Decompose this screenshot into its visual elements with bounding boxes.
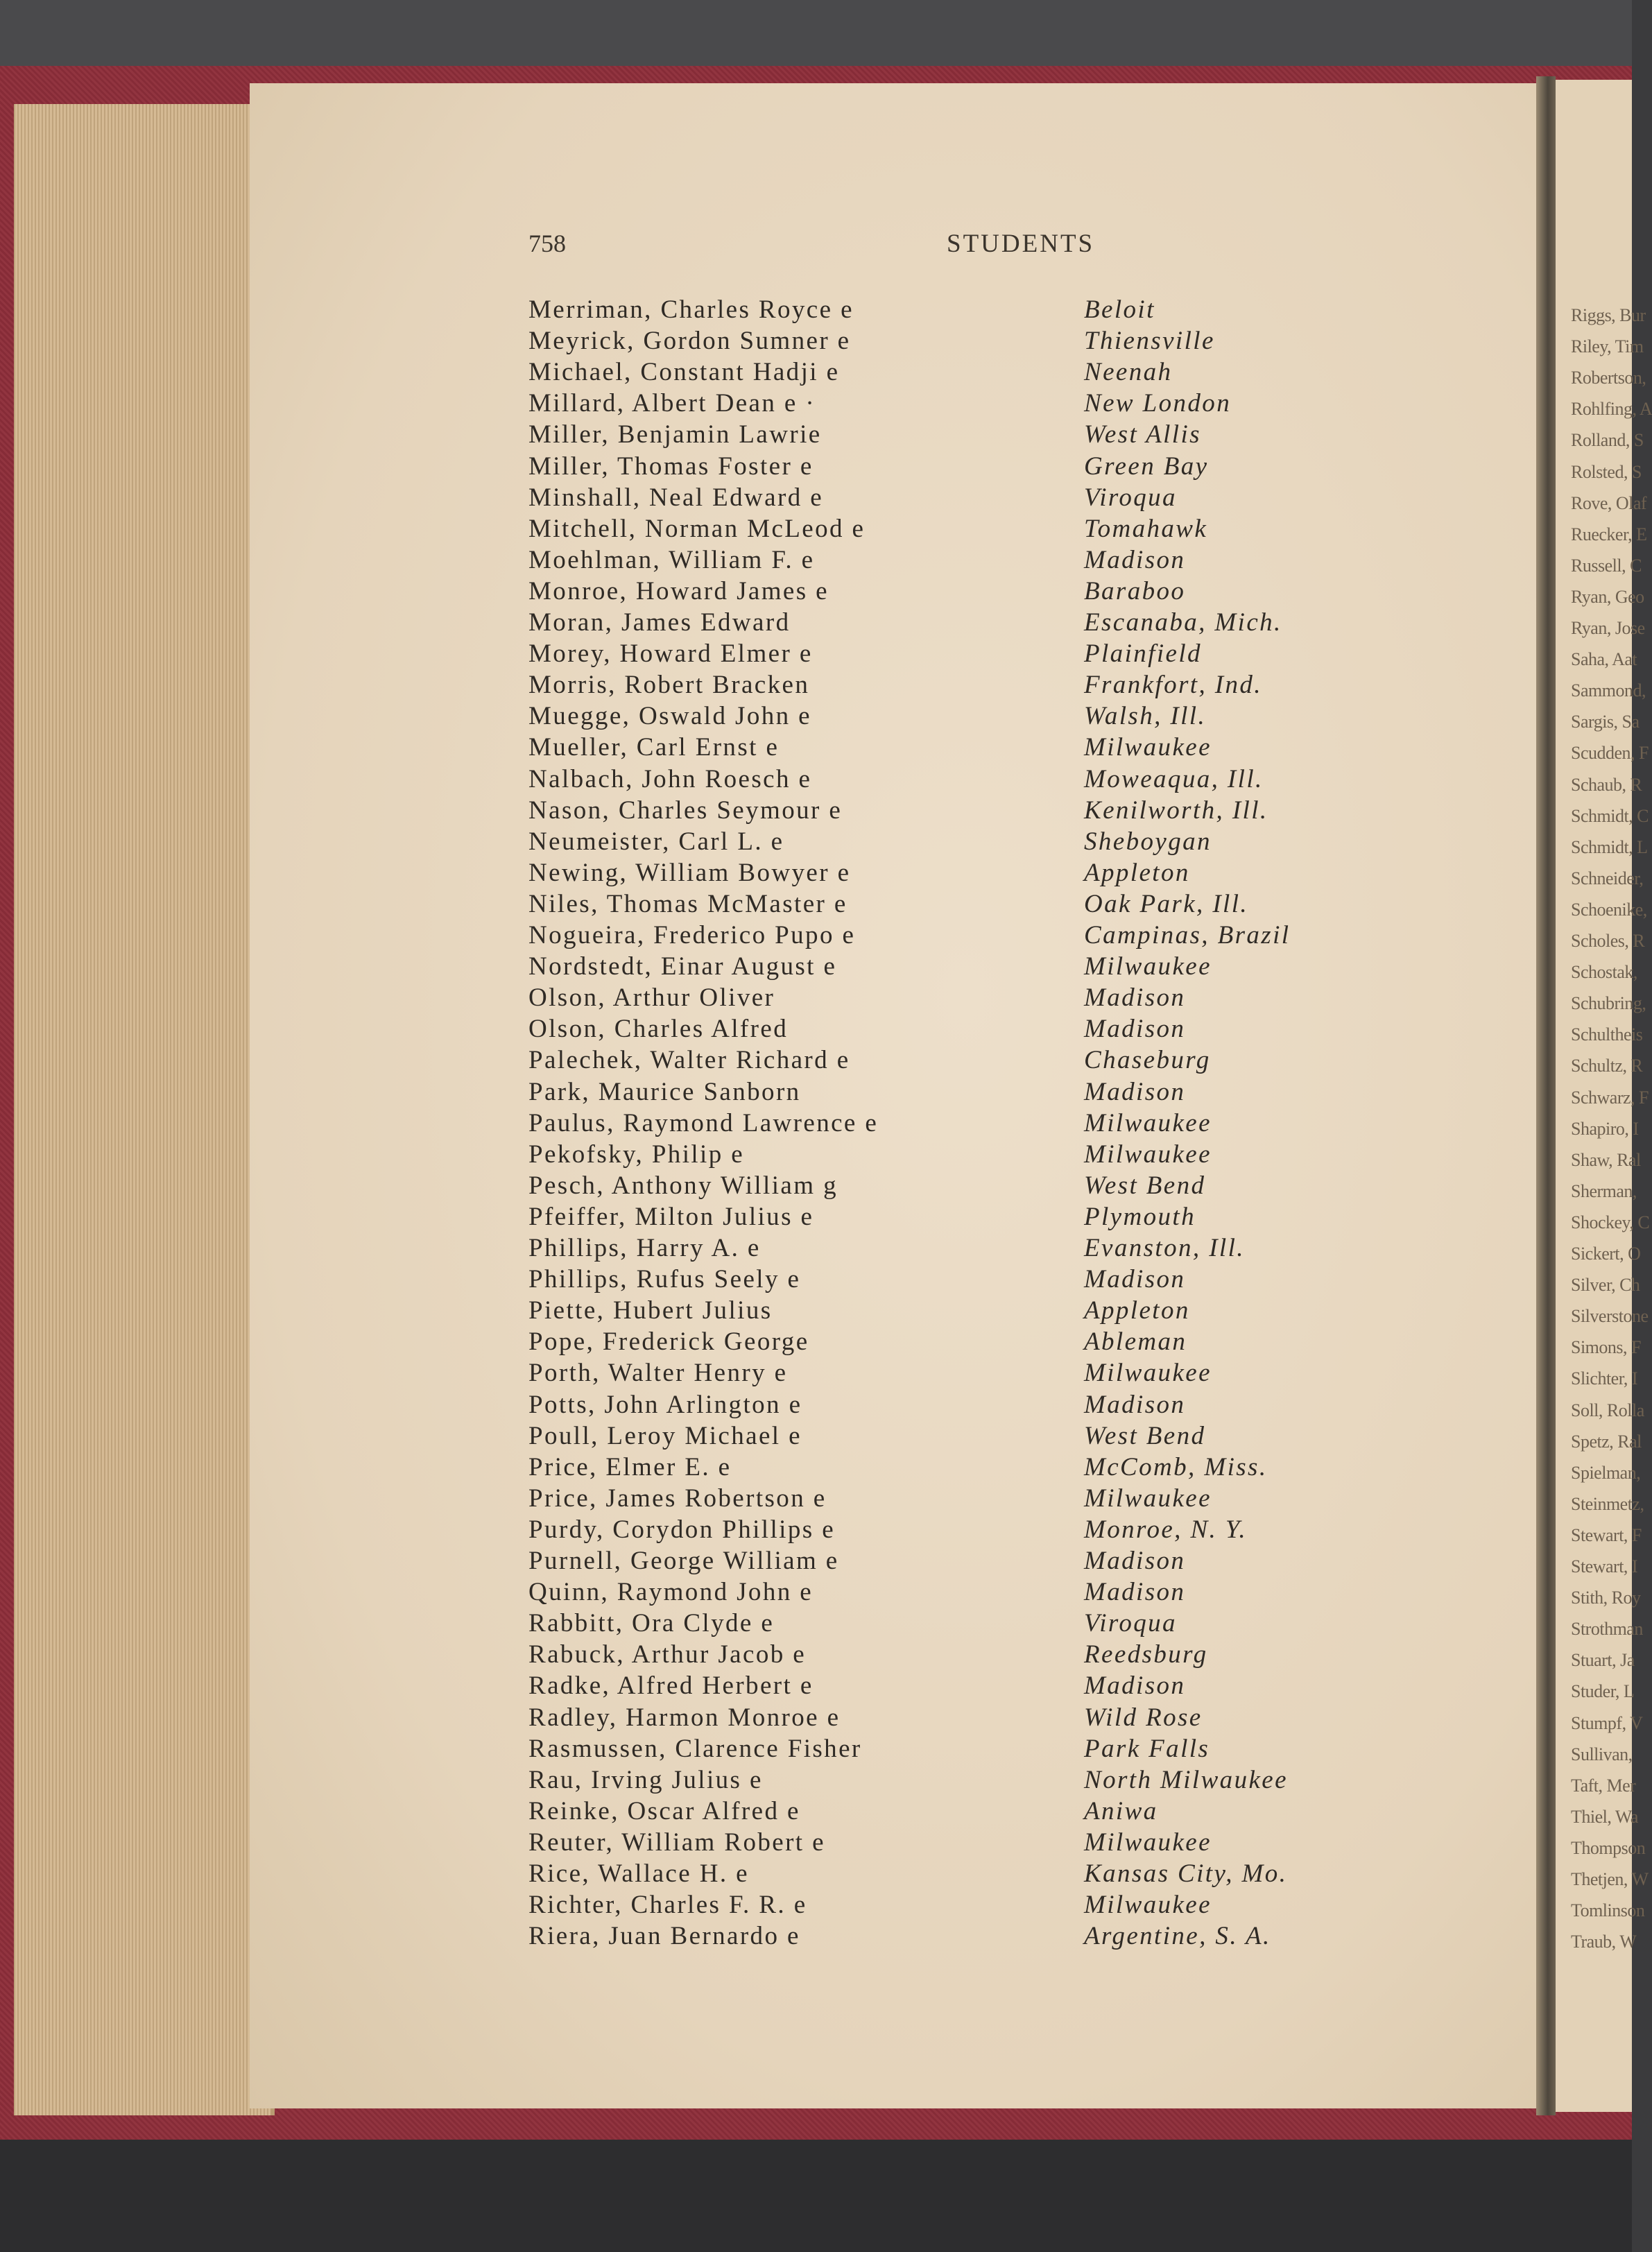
- student-entry: [0, 1140, 1632, 1171]
- student-entry: [0, 1640, 1632, 1671]
- student-entry: [0, 1327, 1632, 1358]
- student-entry: [0, 764, 1632, 796]
- student-hometown: Tomahawk: [1084, 514, 1208, 543]
- student-hometown: Oak Park, Ill.: [1084, 889, 1249, 918]
- student-hometown: Baraboo: [1084, 576, 1186, 605]
- facing-page-line: Sammond,: [1571, 680, 1646, 701]
- facing-page-line: Riggs, Bur: [1571, 305, 1646, 325]
- student-entry: [0, 1734, 1632, 1765]
- student-hometown: Walsh, Ill.: [1084, 702, 1207, 731]
- student-hometown: Milwaukee: [1084, 952, 1212, 981]
- student-name: Muegge, Oswald John e: [528, 702, 812, 731]
- facing-page-line: Traub, W: [1571, 1932, 1637, 1952]
- student-hometown: Wild Rose: [1084, 1703, 1203, 1732]
- facing-page-line: Schneider,: [1571, 868, 1644, 888]
- facing-page-line: Thompson: [1571, 1837, 1646, 1858]
- facing-page-line: Taft, Mer: [1571, 1775, 1636, 1796]
- student-hometown: Madison: [1084, 1015, 1186, 1044]
- facing-page-line: Stuart, Ja: [1571, 1650, 1635, 1671]
- student-name: Potts, John Arlington e: [528, 1390, 802, 1419]
- student-name: Monroe, Howard James e: [528, 576, 829, 605]
- student-hometown: Park Falls: [1084, 1734, 1210, 1763]
- student-entry: [0, 1264, 1632, 1296]
- facing-page-line: Rohlfing, A: [1571, 399, 1652, 420]
- student-entry: [0, 452, 1632, 483]
- student-name: Price, Elmer E. e: [528, 1452, 732, 1481]
- student-name: Paulus, Raymond Lawrence e: [528, 1108, 879, 1137]
- student-name: Meyrick, Gordon Sumner e: [528, 327, 851, 356]
- facing-page-line: Schoenike,: [1571, 899, 1647, 920]
- student-hometown: Milwaukee: [1084, 733, 1212, 762]
- student-entry: [0, 357, 1632, 388]
- student-hometown: Madison: [1084, 1671, 1186, 1701]
- student-hometown: Plymouth: [1084, 1202, 1196, 1231]
- student-entry: [0, 827, 1632, 858]
- student-name: Michael, Constant Hadji e: [528, 358, 840, 387]
- facing-page-line: Simons, F: [1571, 1337, 1641, 1358]
- facing-page-line: Spetz, Ral: [1571, 1431, 1642, 1452]
- student-entry: [0, 388, 1632, 420]
- student-entry: [0, 1484, 1632, 1515]
- facing-page-line: Stith, Roy: [1571, 1588, 1641, 1608]
- facing-page-line: Schultheis: [1571, 1024, 1643, 1045]
- facing-page-line: Ryan, Jose: [1571, 618, 1645, 638]
- student-name: Park, Maurice Sanborn: [528, 1077, 801, 1106]
- facing-page-line: Robertson,: [1571, 368, 1646, 388]
- student-hometown: Ableman: [1084, 1327, 1187, 1357]
- student-name: Rasmussen, Clarence Fisher: [528, 1734, 862, 1763]
- student-entry: [0, 1546, 1632, 1577]
- facing-page-line: Ryan, Geo: [1571, 586, 1644, 607]
- student-entry: [0, 1921, 1632, 1952]
- student-hometown: Reedsburg: [1084, 1640, 1208, 1669]
- student-name: Olson, Arthur Oliver: [528, 983, 775, 1013]
- facing-page-line: Ruecker, E: [1571, 524, 1647, 544]
- student-hometown: Milwaukee: [1084, 1140, 1212, 1169]
- student-entry: [0, 545, 1632, 576]
- facing-page-line: Scholes, R: [1571, 931, 1645, 951]
- student-name: Porth, Walter Henry e: [528, 1359, 788, 1388]
- facing-page-line: Rolsted, S: [1571, 461, 1642, 482]
- student-name: Mueller, Carl Ernst e: [528, 733, 780, 762]
- student-name: Miller, Thomas Foster e: [528, 452, 814, 481]
- student-name: Poull, Leroy Michael e: [528, 1421, 802, 1450]
- student-name: Merriman, Charles Royce e: [528, 295, 854, 324]
- student-name: Price, James Robertson e: [528, 1484, 827, 1513]
- facing-page-line: Silver, Ch: [1571, 1275, 1640, 1296]
- student-entry: [0, 1671, 1635, 1702]
- student-hometown: Evanston, Ill.: [1084, 1234, 1245, 1262]
- student-name: Reuter, William Robert e: [528, 1828, 825, 1857]
- facing-page-line: Riley, Tim: [1571, 336, 1644, 357]
- student-name: Rice, Wallace H. e: [528, 1859, 749, 1888]
- student-entry: [0, 1452, 1632, 1484]
- facing-page-line: Spielman,: [1571, 1462, 1641, 1483]
- facing-page-line: Stumpf, V: [1571, 1712, 1643, 1733]
- student-hometown: Madison: [1084, 1265, 1186, 1294]
- student-hometown: Madison: [1084, 1547, 1186, 1575]
- student-entry: [0, 1390, 1632, 1421]
- student-entry: [0, 1421, 1632, 1452]
- student-name: Purnell, George William e: [528, 1547, 839, 1575]
- student-hometown: Milwaukee: [1084, 1108, 1212, 1137]
- student-hometown: Appleton: [1084, 1296, 1190, 1325]
- student-entry: [0, 1233, 1632, 1264]
- facing-page-line: Schmidt, L: [1571, 836, 1648, 857]
- facing-page-line: Shockey, C: [1571, 1212, 1650, 1232]
- facing-page-line: Sargis, Sa: [1571, 712, 1640, 732]
- student-hometown: Green Bay: [1084, 452, 1209, 481]
- student-entry: [0, 483, 1632, 514]
- student-hometown: Chaseburg: [1084, 1046, 1211, 1075]
- student-hometown: Monroe, N. Y.: [1084, 1515, 1248, 1544]
- student-name: Pesch, Anthony William g: [528, 1171, 838, 1200]
- student-entry: [0, 889, 1632, 920]
- student-entry: [0, 1703, 1632, 1734]
- student-entry: [0, 514, 1632, 545]
- student-entry: [0, 920, 1632, 952]
- student-name: Piette, Hubert Julius: [528, 1296, 773, 1325]
- student-entry: [0, 732, 1632, 764]
- student-hometown: Plainfield: [1084, 639, 1202, 669]
- student-hometown: Argentine, S. A.: [1084, 1922, 1271, 1951]
- student-name: Palechek, Walter Richard e: [528, 1046, 850, 1075]
- student-name: Quinn, Raymond John e: [528, 1578, 814, 1607]
- student-hometown: Neenah: [1084, 358, 1173, 387]
- facing-page-line: Sullivan,: [1571, 1744, 1633, 1764]
- student-name: Neumeister, Carl L. e: [528, 827, 784, 856]
- student-name: Moehlman, William F. e: [528, 545, 815, 574]
- student-entry: [0, 1608, 1632, 1640]
- student-name: Niles, Thomas McMaster e: [528, 889, 847, 918]
- student-hometown: Moweaqua, Ill.: [1084, 764, 1264, 793]
- student-entry: [0, 952, 1632, 983]
- student-entry: [0, 983, 1632, 1014]
- facing-page-line: Rolland, S: [1571, 430, 1644, 451]
- student-hometown: McComb, Miss.: [1084, 1452, 1268, 1481]
- facing-page-line: Schultz, R: [1571, 1056, 1643, 1076]
- facing-page-line: Soll, Rolla: [1571, 1400, 1644, 1420]
- student-entry: [0, 796, 1632, 827]
- facing-page-line: Stewart, F: [1571, 1524, 1642, 1545]
- student-name: Pekofsky, Philip e: [528, 1140, 745, 1169]
- student-entry: [0, 639, 1632, 670]
- student-name: Radke, Alfred Herbert e: [528, 1671, 814, 1701]
- student-entry: [0, 1828, 1632, 1859]
- student-hometown: Viroqua: [1084, 1609, 1177, 1638]
- student-hometown: Milwaukee: [1084, 1484, 1212, 1513]
- student-hometown: Kansas City, Mo.: [1084, 1859, 1288, 1888]
- student-hometown: North Milwaukee: [1084, 1765, 1288, 1794]
- student-name: Olson, Charles Alfred: [528, 1015, 789, 1044]
- student-entry: [0, 1108, 1632, 1140]
- student-entry: [0, 670, 1632, 701]
- student-hometown: Madison: [1084, 1077, 1186, 1106]
- student-name: Radley, Harmon Monroe e: [528, 1703, 841, 1732]
- page-number: 758: [528, 230, 566, 257]
- facing-page-line: Schaub, R: [1571, 774, 1642, 795]
- facing-page-line: Studer, L: [1571, 1681, 1635, 1702]
- student-name: Morey, Howard Elmer e: [528, 639, 813, 669]
- facing-page-line: Schwarz, F: [1571, 1087, 1649, 1108]
- student-entry: [0, 576, 1632, 608]
- student-name: Moran, James Edward: [528, 608, 791, 637]
- facing-page-line: Silverstone: [1571, 1306, 1649, 1327]
- student-name: Nalbach, John Roesch e: [528, 764, 812, 793]
- student-entry: [0, 1796, 1632, 1828]
- student-entry: [0, 1296, 1632, 1327]
- facing-page-line: Rove, Olaf: [1571, 492, 1647, 513]
- scan-background-top: [0, 0, 1632, 76]
- student-entry: [0, 608, 1632, 639]
- student-name: Newing, William Bowyer e: [528, 858, 851, 887]
- student-name: Rabuck, Arthur Jacob e: [528, 1640, 807, 1669]
- student-hometown: Madison: [1084, 1390, 1186, 1419]
- student-name: Nordstedt, Einar August e: [528, 952, 837, 981]
- student-name: Mitchell, Norman McLeod e: [528, 514, 866, 543]
- student-entry: [0, 1077, 1632, 1108]
- student-name: Pfeiffer, Milton Julius e: [528, 1202, 814, 1231]
- student-entry: [0, 295, 1632, 326]
- student-name: Rabbitt, Ora Clyde e: [528, 1609, 775, 1638]
- student-hometown: Frankfort, Ind.: [1084, 671, 1262, 700]
- facing-page-line: Sickert, O: [1571, 1244, 1641, 1264]
- student-hometown: Milwaukee: [1084, 1891, 1212, 1920]
- student-name: Miller, Benjamin Lawrie: [528, 420, 822, 449]
- student-entry: [0, 1890, 1632, 1921]
- student-name: Richter, Charles F. R. e: [528, 1891, 807, 1920]
- student-hometown: West Bend: [1084, 1421, 1206, 1450]
- student-name: Rau, Irving Julius e: [528, 1765, 763, 1794]
- student-entry: [0, 858, 1632, 889]
- student-name: Reinke, Oscar Alfred e: [528, 1796, 800, 1825]
- student-name: Morris, Robert Bracken: [528, 671, 810, 700]
- student-entry: [0, 420, 1632, 451]
- student-hometown: Thiensville: [1084, 327, 1215, 356]
- student-hometown: Escanaba, Mich.: [1084, 608, 1282, 637]
- student-entry: [0, 326, 1632, 357]
- student-entry: [0, 1577, 1632, 1608]
- facing-page-line: Thetjen, W: [1571, 1869, 1649, 1889]
- facing-page-line: Strothman: [1571, 1619, 1643, 1640]
- facing-page-line: Schostak,: [1571, 962, 1637, 983]
- facing-page-line: Schubring,: [1571, 993, 1646, 1014]
- student-name: Phillips, Rufus Seely e: [528, 1265, 801, 1294]
- student-entry: [0, 1014, 1632, 1045]
- student-name: Phillips, Harry A. e: [528, 1234, 761, 1262]
- facing-page-line: Shapiro, I: [1571, 1118, 1639, 1139]
- facing-page-line: Thiel, Wa: [1571, 1806, 1638, 1827]
- student-hometown: Aniwa: [1084, 1796, 1158, 1825]
- student-entry: [0, 701, 1632, 732]
- facing-page-line: Scudden, F: [1571, 743, 1649, 764]
- student-hometown: Viroqua: [1084, 483, 1177, 512]
- student-hometown: Milwaukee: [1084, 1828, 1212, 1857]
- student-entry: [0, 1859, 1632, 1890]
- facing-page-line: Schmidt, C: [1571, 805, 1649, 826]
- student-entry: [0, 1045, 1632, 1076]
- facing-page-line: Stewart, I: [1571, 1556, 1638, 1576]
- facing-page-line: Tomlinson: [1571, 1900, 1645, 1921]
- scan-background-bottom: [0, 2120, 1632, 2252]
- student-name: Riera, Juan Bernardo e: [528, 1922, 800, 1951]
- facing-page-line: Slichter, I: [1571, 1368, 1637, 1389]
- student-hometown: West Allis: [1084, 420, 1201, 449]
- student-hometown: Campinas, Brazil: [1084, 921, 1291, 949]
- student-hometown: Kenilworth, Ill.: [1084, 796, 1268, 825]
- student-hometown: Madison: [1084, 545, 1186, 574]
- student-entry: [0, 1202, 1632, 1233]
- student-hometown: West Bend: [1084, 1171, 1206, 1200]
- student-hometown: Madison: [1084, 983, 1186, 1013]
- student-hometown: Madison: [1084, 1578, 1186, 1607]
- running-head: STUDENTS: [947, 230, 1095, 258]
- facing-page-line: Steinmetz,: [1571, 1493, 1644, 1514]
- student-name: Nason, Charles Seymour e: [528, 796, 843, 825]
- facing-page-line: Saha, Aat: [1571, 649, 1637, 670]
- student-hometown: Appleton: [1084, 858, 1190, 887]
- student-entry: [0, 1765, 1632, 1796]
- student-name: Purdy, Corydon Phillips e: [528, 1515, 836, 1544]
- student-name: Minshall, Neal Edward e: [528, 483, 824, 512]
- facing-page-line: Sherman,: [1571, 1180, 1637, 1201]
- student-hometown: Beloit: [1084, 295, 1155, 324]
- student-hometown: Milwaukee: [1084, 1359, 1212, 1388]
- student-entry: [0, 1358, 1632, 1389]
- student-entry: [0, 1171, 1632, 1202]
- student-hometown: New London: [1084, 389, 1232, 418]
- facing-page-line: Shaw, Ral: [1571, 1149, 1641, 1170]
- student-entry: [0, 1515, 1632, 1546]
- student-name: Nogueira, Frederico Pupo e: [528, 921, 856, 949]
- student-hometown: Sheboygan: [1084, 827, 1212, 856]
- student-name: Pope, Frederick George: [528, 1327, 809, 1357]
- facing-page-line: Russell, C: [1571, 555, 1642, 576]
- student-name: Millard, Albert Dean e ·: [528, 389, 816, 418]
